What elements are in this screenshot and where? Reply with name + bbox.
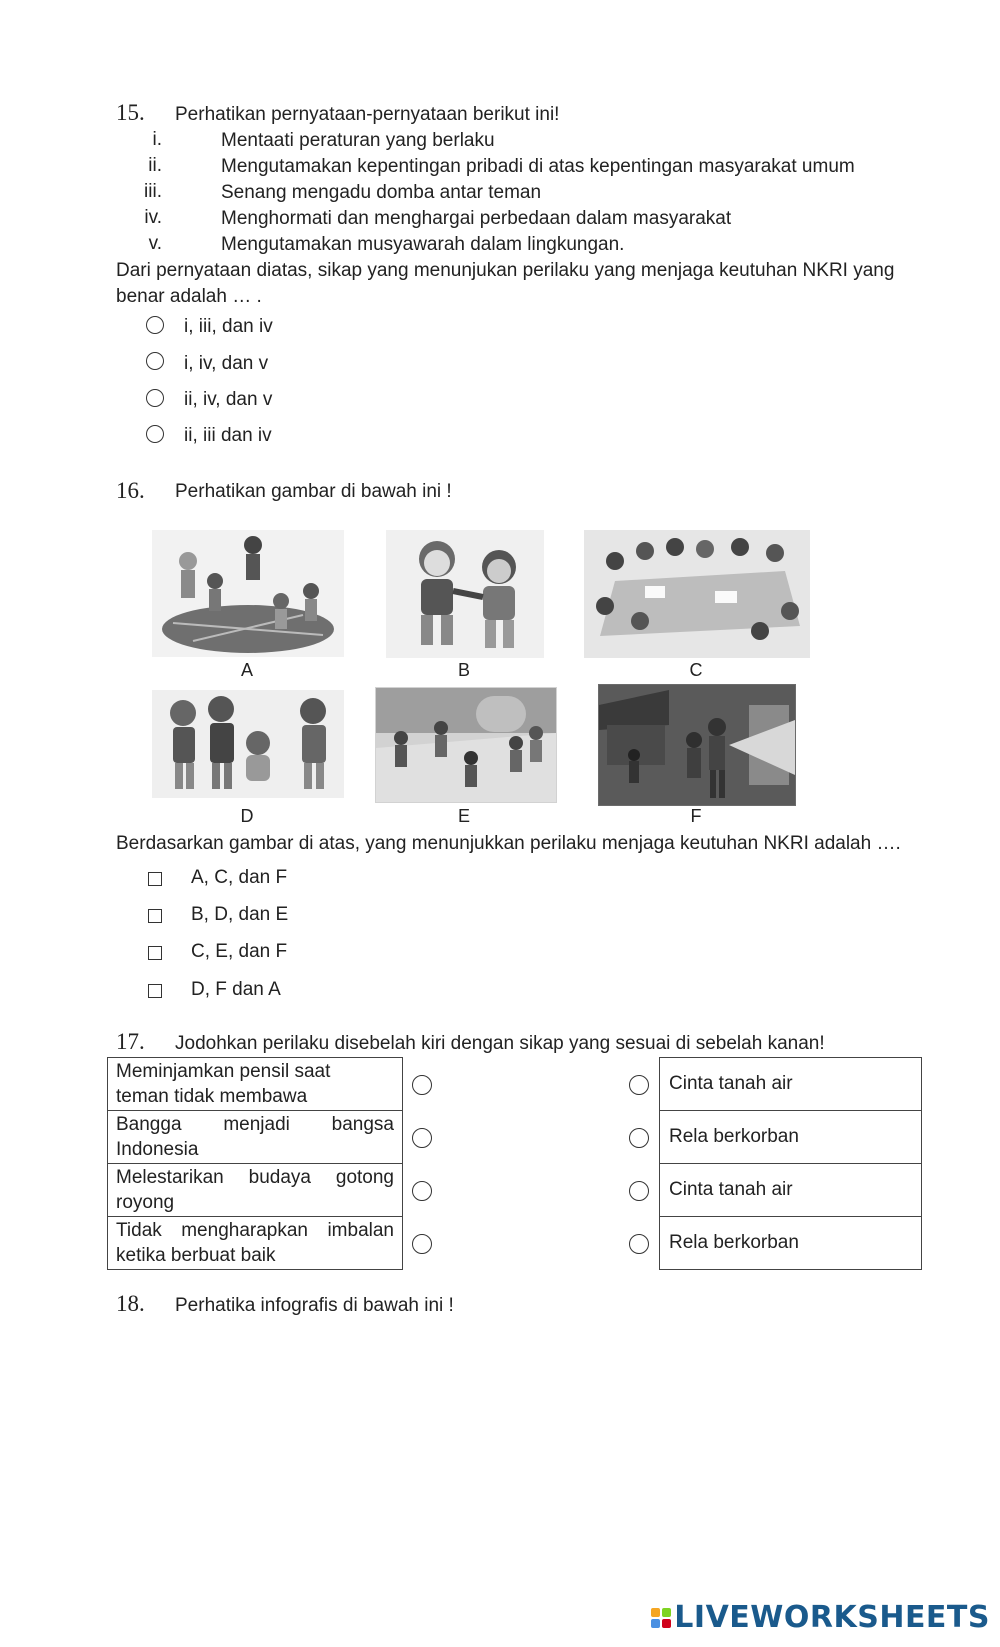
match-left-radio[interactable] xyxy=(412,1234,432,1254)
statement-numeral: i. xyxy=(152,129,162,150)
liveworksheets-logo xyxy=(651,1600,990,1635)
question-number: 17. xyxy=(116,1029,145,1054)
statement-text: Senang mengadu domba antar teman xyxy=(221,182,542,203)
illustration-label: F xyxy=(690,806,702,826)
match-right-item: Rela berkorban xyxy=(659,1216,922,1270)
question-prompt: Jodohkan perilaku disebelah kiri dengan sikap yang sesuai di sebelah kanan! xyxy=(175,1033,825,1054)
statement-text: Mentaati peraturan yang berlaku xyxy=(221,130,495,151)
match-left-radio[interactable] xyxy=(412,1181,432,1201)
option-radio[interactable] xyxy=(146,352,164,370)
question-number: 18. xyxy=(116,1291,145,1316)
question-text: Berdasarkan gambar di atas, yang menunjukkan perilaku menjaga keutuhan NKRI adalah …. xyxy=(116,833,901,854)
statement-numeral: v. xyxy=(148,233,162,254)
illustration-b xyxy=(386,530,544,658)
match-left-item: Tidak mengharapkan imbalan ketika berbuat baik xyxy=(107,1216,403,1270)
question-text: Dari pernyataan diatas, sikap yang menunjukan perilaku yang menjaga keutuhan NKRI yang xyxy=(116,260,895,281)
illustration-e xyxy=(375,687,557,803)
statement-text: Mengutamakan kepentingan pribadi di atas kepentingan masyarakat umum xyxy=(221,156,855,177)
illustration-f xyxy=(598,684,796,806)
question-number: 16. xyxy=(116,478,145,503)
logo-text: LIVEWORKSHEETS xyxy=(674,1600,990,1635)
match-right-item: Rela berkorban xyxy=(659,1110,922,1164)
option-label: i, iv, dan v xyxy=(184,353,269,374)
illustration-label: C xyxy=(689,660,703,680)
match-right-radio[interactable] xyxy=(629,1075,649,1095)
illustration-label: E xyxy=(457,806,470,826)
illustration-a xyxy=(152,530,344,657)
match-left-item: Melestarikan budaya gotong royong xyxy=(107,1163,403,1217)
option-radio[interactable] xyxy=(146,316,164,334)
statement-text: Menghormati dan menghargai perbedaan dalam masyarakat xyxy=(221,208,732,229)
statement-numeral: iv. xyxy=(144,207,162,228)
illustration-label: D xyxy=(240,806,254,826)
match-right-radio[interactable] xyxy=(629,1181,649,1201)
option-checkbox[interactable] xyxy=(148,984,162,998)
option-label: D, F dan A xyxy=(191,979,281,1000)
statement-numeral: ii. xyxy=(148,155,162,176)
match-left-radio[interactable] xyxy=(412,1128,432,1148)
option-label: i, iii, dan iv xyxy=(184,316,273,337)
illustration-c xyxy=(584,530,810,658)
option-label: A, C, dan F xyxy=(191,867,288,888)
option-label: C, E, dan F xyxy=(191,941,288,962)
option-checkbox[interactable] xyxy=(148,872,162,886)
match-right-radio[interactable] xyxy=(629,1128,649,1148)
logo-mark-icon xyxy=(651,1608,671,1628)
match-right-item: Cinta tanah air xyxy=(659,1057,922,1111)
match-right-radio[interactable] xyxy=(629,1234,649,1254)
question-text: benar adalah … . xyxy=(116,286,262,307)
illustration-d xyxy=(152,690,344,798)
option-checkbox[interactable] xyxy=(148,909,162,923)
match-right-item: Cinta tanah air xyxy=(659,1163,922,1217)
option-radio[interactable] xyxy=(146,425,164,443)
match-left-item: Bangga menjadi bangsa Indonesia xyxy=(107,1110,403,1164)
option-label: ii, iv, dan v xyxy=(184,389,273,410)
question-prompt: Perhatikan gambar di bawah ini ! xyxy=(175,481,452,502)
match-left-item: Meminjamkan pensil saat teman tidak membawa xyxy=(107,1057,403,1111)
question-prompt: Perhatikan pernyataan-pernyataan berikut ini! xyxy=(175,104,560,125)
question-number: 15. xyxy=(116,100,145,125)
statement-numeral: iii. xyxy=(144,181,162,202)
option-radio[interactable] xyxy=(146,389,164,407)
match-left-radio[interactable] xyxy=(412,1075,432,1095)
illustration-label: B xyxy=(457,660,470,680)
option-checkbox[interactable] xyxy=(148,946,162,960)
option-label: ii, iii dan iv xyxy=(184,425,272,446)
option-label: B, D, dan E xyxy=(191,904,289,925)
statement-text: Mengutamakan musyawarah dalam lingkungan. xyxy=(221,234,625,255)
illustration-label: A xyxy=(240,660,253,680)
question-prompt: Perhatika infografis di bawah ini ! xyxy=(175,1295,454,1316)
